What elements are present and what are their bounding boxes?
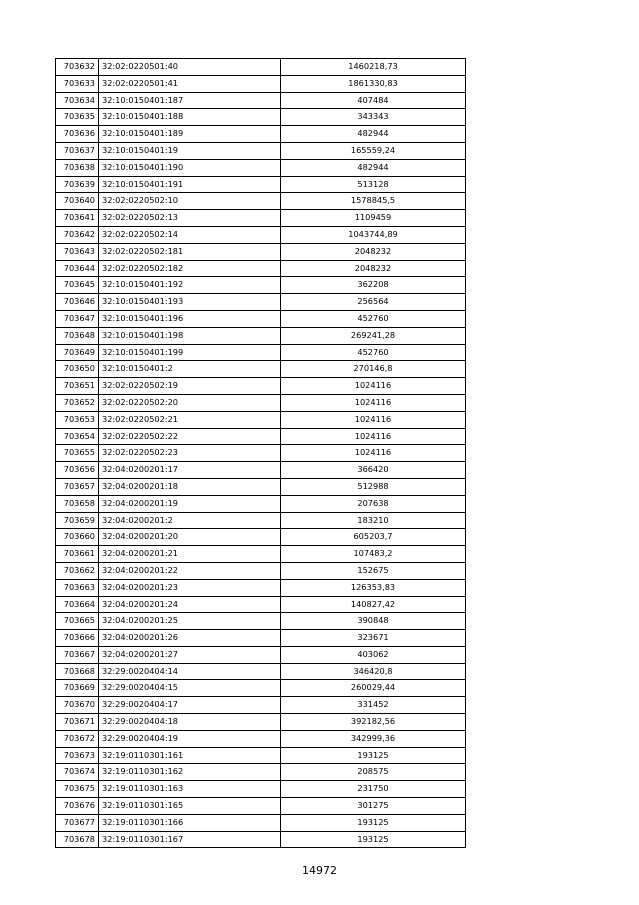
table-row (56, 294, 466, 311)
table-row (56, 428, 466, 445)
cadastral-number-cell: 32:10:0150401:19 (99, 142, 281, 159)
cadastral-number-cell: 32:02:0220502:21 (99, 411, 281, 428)
table-row (56, 781, 466, 798)
table-row (56, 327, 466, 344)
row-id-cell: 703658 (56, 495, 99, 512)
table-row (56, 75, 466, 92)
row-id-cell: 703649 (56, 344, 99, 361)
cadastral-number-cell: 32:02:0220502:10 (99, 193, 281, 210)
value-cell: 452760 (281, 344, 466, 361)
cadastral-number-cell: 32:04:0200201:24 (99, 596, 281, 613)
cadastral-number-cell: 32:04:0200201:2 (99, 512, 281, 529)
row-id-cell: 703634 (56, 92, 99, 109)
cadastral-number-cell: 32:04:0200201:26 (99, 630, 281, 647)
cadastral-number-cell: 32:10:0150401:196 (99, 310, 281, 327)
page-number: 14972 (302, 864, 337, 877)
value-cell: 482944 (281, 126, 466, 143)
table-row (56, 478, 466, 495)
cadastral-number-cell: 32:04:0200201:21 (99, 546, 281, 563)
value-cell: 208575 (281, 764, 466, 781)
value-cell: 301275 (281, 798, 466, 815)
table-row (56, 243, 466, 260)
table-row (56, 344, 466, 361)
value-cell: 2048232 (281, 260, 466, 277)
row-id-cell: 703633 (56, 75, 99, 92)
row-id-cell: 703640 (56, 193, 99, 210)
value-cell: 1861330,83 (281, 75, 466, 92)
table-row (56, 92, 466, 109)
table-row (56, 663, 466, 680)
value-cell: 183210 (281, 512, 466, 529)
value-cell: 343343 (281, 109, 466, 126)
table-row (56, 361, 466, 378)
value-cell: 1460218,73 (281, 59, 466, 76)
row-id-cell: 703646 (56, 294, 99, 311)
row-id-cell: 703670 (56, 697, 99, 714)
table-row (56, 277, 466, 294)
cadastral-number-cell: 32:29:0020404:18 (99, 714, 281, 731)
row-id-cell: 703673 (56, 747, 99, 764)
cadastral-number-cell: 32:10:0150401:2 (99, 361, 281, 378)
row-id-cell: 703663 (56, 579, 99, 596)
value-cell: 193125 (281, 814, 466, 831)
row-id-cell: 703636 (56, 126, 99, 143)
table-row (56, 546, 466, 563)
cadastral-number-cell: 32:10:0150401:198 (99, 327, 281, 344)
row-id-cell: 703661 (56, 546, 99, 563)
value-cell: 1024116 (281, 411, 466, 428)
table-row (56, 697, 466, 714)
cadastral-number-cell: 32:19:0110301:165 (99, 798, 281, 815)
row-id-cell: 703668 (56, 663, 99, 680)
table-row (56, 747, 466, 764)
table-row (56, 596, 466, 613)
row-id-cell: 703660 (56, 529, 99, 546)
row-id-cell: 703677 (56, 814, 99, 831)
value-cell: 1024116 (281, 394, 466, 411)
cadastral-number-cell: 32:10:0150401:193 (99, 294, 281, 311)
table-row (56, 310, 466, 327)
table-row (56, 462, 466, 479)
cadastral-number-cell: 32:29:0020404:19 (99, 730, 281, 747)
row-id-cell: 703678 (56, 831, 99, 848)
cadastral-number-cell: 32:19:0110301:162 (99, 764, 281, 781)
row-id-cell: 703648 (56, 327, 99, 344)
value-cell: 392182,56 (281, 714, 466, 731)
value-cell: 165559,24 (281, 142, 466, 159)
value-cell: 512988 (281, 478, 466, 495)
value-cell: 366420 (281, 462, 466, 479)
value-cell: 1109459 (281, 210, 466, 227)
row-id-cell: 703676 (56, 798, 99, 815)
table-row (56, 562, 466, 579)
value-cell: 513128 (281, 176, 466, 193)
table-row (56, 159, 466, 176)
row-id-cell: 703669 (56, 680, 99, 697)
value-cell: 407484 (281, 92, 466, 109)
row-id-cell: 703651 (56, 378, 99, 395)
cadastral-number-cell: 32:29:0020404:15 (99, 680, 281, 697)
row-id-cell: 703655 (56, 445, 99, 462)
row-id-cell: 703650 (56, 361, 99, 378)
value-cell: 193125 (281, 747, 466, 764)
table-row (56, 831, 466, 848)
table-body (56, 59, 466, 848)
cadastral-number-cell: 32:10:0150401:191 (99, 176, 281, 193)
row-id-cell: 703639 (56, 176, 99, 193)
value-cell: 256564 (281, 294, 466, 311)
cadastral-number-cell: 32:04:0200201:23 (99, 579, 281, 596)
table-row (56, 613, 466, 630)
value-cell: 1024116 (281, 378, 466, 395)
cadastral-number-cell: 32:02:0220502:13 (99, 210, 281, 227)
cadastral-number-cell: 32:02:0220501:40 (99, 59, 281, 76)
table-row (56, 142, 466, 159)
value-cell: 331452 (281, 697, 466, 714)
table-row (56, 445, 466, 462)
cadastral-number-cell: 32:04:0200201:20 (99, 529, 281, 546)
table-row (56, 495, 466, 512)
value-cell: 482944 (281, 159, 466, 176)
cadastral-number-cell: 32:02:0220502:23 (99, 445, 281, 462)
cadastral-number-cell: 32:10:0150401:188 (99, 109, 281, 126)
value-cell: 605203,7 (281, 529, 466, 546)
table-row (56, 109, 466, 126)
table-row (56, 394, 466, 411)
cadastral-number-cell: 32:04:0200201:22 (99, 562, 281, 579)
row-id-cell: 703638 (56, 159, 99, 176)
row-id-cell: 703653 (56, 411, 99, 428)
row-id-cell: 703671 (56, 714, 99, 731)
cadastral-number-cell: 32:02:0220502:19 (99, 378, 281, 395)
cadastral-number-cell: 32:02:0220501:41 (99, 75, 281, 92)
row-id-cell: 703643 (56, 243, 99, 260)
value-cell: 342999,36 (281, 730, 466, 747)
cadastral-number-cell: 32:04:0200201:25 (99, 613, 281, 630)
table-row (56, 512, 466, 529)
value-cell: 231750 (281, 781, 466, 798)
value-cell: 1024116 (281, 428, 466, 445)
table-row (56, 59, 466, 76)
cadastral-number-cell: 32:10:0150401:199 (99, 344, 281, 361)
row-id-cell: 703672 (56, 730, 99, 747)
value-cell: 269241,28 (281, 327, 466, 344)
table-row (56, 579, 466, 596)
cadastral-number-cell: 32:02:0220502:20 (99, 394, 281, 411)
row-id-cell: 703645 (56, 277, 99, 294)
cadastral-number-cell: 32:29:0020404:17 (99, 697, 281, 714)
cadastral-number-cell: 32:02:0220502:22 (99, 428, 281, 445)
value-cell: 1043744,89 (281, 226, 466, 243)
row-id-cell: 703656 (56, 462, 99, 479)
row-id-cell: 703659 (56, 512, 99, 529)
value-cell: 107483,2 (281, 546, 466, 563)
row-id-cell: 703632 (56, 59, 99, 76)
cadastral-number-cell: 32:02:0220502:181 (99, 243, 281, 260)
cadastral-number-cell: 32:10:0150401:190 (99, 159, 281, 176)
row-id-cell: 703654 (56, 428, 99, 445)
row-id-cell: 703644 (56, 260, 99, 277)
cadastral-number-cell: 32:19:0110301:166 (99, 814, 281, 831)
table-row (56, 798, 466, 815)
table-row (56, 226, 466, 243)
value-cell: 1578845,5 (281, 193, 466, 210)
table-row (56, 378, 466, 395)
row-id-cell: 703657 (56, 478, 99, 495)
table-row (56, 680, 466, 697)
table-row (56, 126, 466, 143)
row-id-cell: 703665 (56, 613, 99, 630)
row-id-cell: 703637 (56, 142, 99, 159)
value-cell: 346420,8 (281, 663, 466, 680)
value-cell: 403062 (281, 646, 466, 663)
value-cell: 1024116 (281, 445, 466, 462)
value-cell: 362208 (281, 277, 466, 294)
table-row (56, 260, 466, 277)
table-row (56, 814, 466, 831)
table-row (56, 646, 466, 663)
value-cell: 140827,42 (281, 596, 466, 613)
cadastral-number-cell: 32:29:0020404:14 (99, 663, 281, 680)
row-id-cell: 703647 (56, 310, 99, 327)
data-table (55, 58, 466, 848)
value-cell: 126353,83 (281, 579, 466, 596)
cadastral-number-cell: 32:02:0220502:14 (99, 226, 281, 243)
value-cell: 152675 (281, 562, 466, 579)
cadastral-number-cell: 32:19:0110301:161 (99, 747, 281, 764)
value-cell: 323671 (281, 630, 466, 647)
cadastral-number-cell: 32:19:0110301:167 (99, 831, 281, 848)
table-row (56, 411, 466, 428)
row-id-cell: 703642 (56, 226, 99, 243)
value-cell: 270146,8 (281, 361, 466, 378)
row-id-cell: 703674 (56, 764, 99, 781)
row-id-cell: 703664 (56, 596, 99, 613)
cadastral-number-cell: 32:10:0150401:187 (99, 92, 281, 109)
cadastral-number-cell: 32:04:0200201:27 (99, 646, 281, 663)
cadastral-number-cell: 32:10:0150401:192 (99, 277, 281, 294)
value-cell: 193125 (281, 831, 466, 848)
row-id-cell: 703641 (56, 210, 99, 227)
table-row (56, 714, 466, 731)
row-id-cell: 703666 (56, 630, 99, 647)
value-cell: 2048232 (281, 243, 466, 260)
cadastral-number-cell: 32:02:0220502:182 (99, 260, 281, 277)
row-id-cell: 703675 (56, 781, 99, 798)
cadastral-number-cell: 32:10:0150401:189 (99, 126, 281, 143)
cadastral-number-cell: 32:04:0200201:18 (99, 478, 281, 495)
cadastral-number-cell: 32:04:0200201:19 (99, 495, 281, 512)
table-row (56, 529, 466, 546)
table-row (56, 730, 466, 747)
value-cell: 260029,44 (281, 680, 466, 697)
table-row (56, 210, 466, 227)
cadastral-number-cell: 32:04:0200201:17 (99, 462, 281, 479)
value-cell: 207638 (281, 495, 466, 512)
table-row (56, 630, 466, 647)
row-id-cell: 703667 (56, 646, 99, 663)
value-cell: 452760 (281, 310, 466, 327)
cadastral-number-cell: 32:19:0110301:163 (99, 781, 281, 798)
row-id-cell: 703652 (56, 394, 99, 411)
table-row (56, 764, 466, 781)
table-row (56, 176, 466, 193)
row-id-cell: 703662 (56, 562, 99, 579)
value-cell: 390848 (281, 613, 466, 630)
row-id-cell: 703635 (56, 109, 99, 126)
table-row (56, 193, 466, 210)
